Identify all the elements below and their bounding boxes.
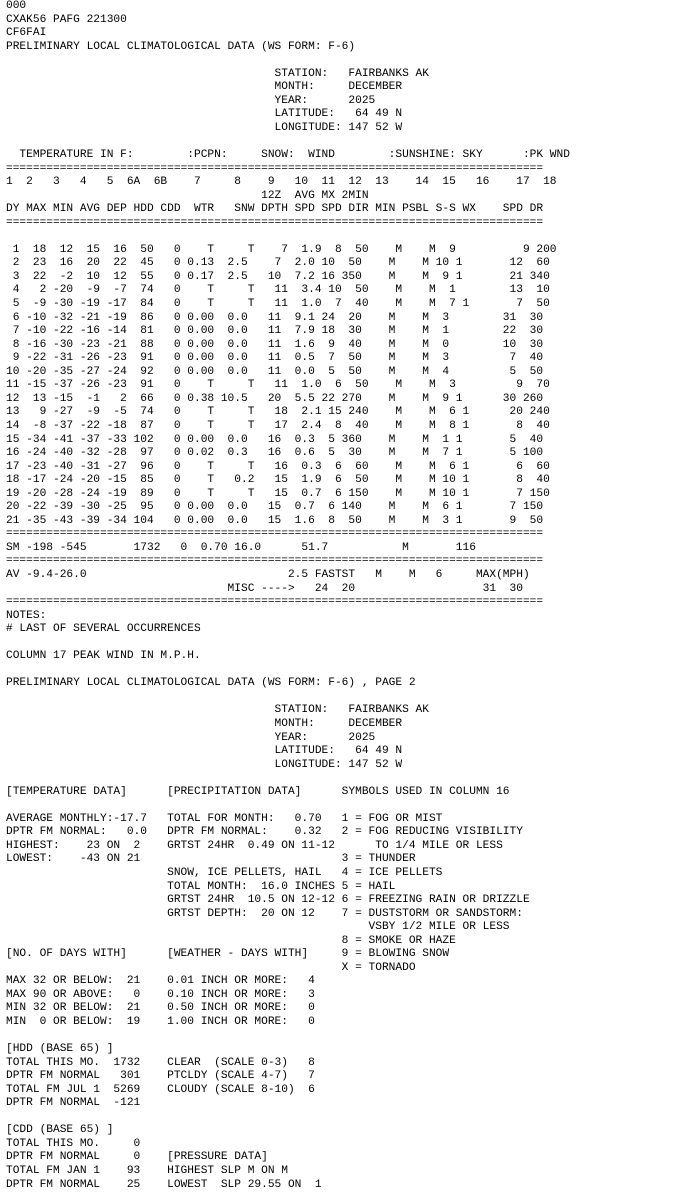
report-line: 5 -9 -30 -19 -17 84 0 T T 11 1.0 7 40 M M 7 1 7 50: [6, 298, 550, 311]
report-line: AV -9.4-26.0 2.5 FASTST M M 6 MAX(MPH): [6, 568, 530, 581]
report-line: [6, 664, 694, 678]
report-line: [6, 799, 694, 813]
report-line: MAX 32 OR BELOW: 21 0.01 INCH OR MORE: 4: [6, 975, 315, 988]
report-line: GRTST DEPTH: 20 ON 12 7 = DUSTSTORM OR SANDSTORM:: [6, 907, 523, 920]
report-line: TOTAL THIS MO. 0: [6, 1137, 141, 1150]
report-line: TEMPERATURE IN F: :PCPN: SNOW: WIND :SUNSHINE: SKY :PK WND: [6, 149, 570, 162]
report-line: SM -198 -545 1732 0 0.70 16.0 51.7 M 116: [6, 541, 476, 554]
report-line: TOTAL FM JAN 1 93 HIGHEST SLP M ON M: [6, 1165, 288, 1178]
report-line: ================================================================================: [6, 528, 544, 541]
report-line: DPTR FM NORMAL 301 PTCLDY (SCALE 4-7) 7: [6, 1070, 315, 1083]
report-line: MISC ----> 24 20 31 30: [6, 582, 523, 595]
report-line: X = TORNADO: [6, 961, 416, 974]
report-line: LOWEST: -43 ON 21 3 = THUNDER: [6, 853, 416, 866]
report-line: 21 -35 -43 -39 -34 104 0 0.00 0.0 15 1.6 8 50 M M 3 1 9 50: [6, 514, 544, 527]
report-line: GRTST 24HR 10.5 ON 12-12 6 = FREEZING RAIN OR DRIZZLE: [6, 894, 530, 907]
report-line: HIGHEST: 23 ON 2 GRTST 24HR 0.49 ON 11-12 TO 1/4 MILE OR LESS: [6, 839, 503, 852]
report-line: ================================================================================: [6, 216, 544, 229]
report-line: DPTR FM NORMAL: 0.0 DPTR FM NORMAL: 0.32 2 = FOG REDUCING VISIBILITY: [6, 826, 523, 839]
report-line: 16 -24 -40 -32 -28 97 0 0.02 0.3 16 0.6 5 30 M M 7 1 5 100: [6, 447, 544, 460]
report-line: ================================================================================: [6, 162, 544, 175]
report-line: 18 -17 -24 -20 -15 85 0 T 0.2 15 1.9 6 50 M M 10 1 8 40: [6, 474, 550, 487]
report-line: YEAR: 2025: [6, 94, 376, 107]
report-line: 7 -10 -22 -16 -14 81 0 0.00 0.0 11 7.9 18 30 M M 1 22 30: [6, 325, 544, 338]
report-line: 9 -22 -31 -26 -23 91 0 0.00 0.0 11 0.5 7 50 M M 3 7 40: [6, 352, 544, 365]
report-line: DPTR FM NORMAL 25 LOWEST SLP 29.55 ON 1: [6, 1178, 322, 1191]
report-line: [6, 54, 694, 68]
report-line: TOTAL THIS MO. 1732 CLEAR (SCALE 0-3) 8: [6, 1056, 315, 1069]
report-line: 8 -16 -30 -23 -21 88 0 0.00 0.0 11 1.6 9 40 M M 0 10 30: [6, 338, 544, 351]
report-line: 10 -20 -35 -27 -24 92 0 0.00 0.0 11 0.0 5 50 M M 4 5 50: [6, 365, 544, 378]
report-line: SNOW, ICE PELLETS, HAIL 4 = ICE PELLETS: [6, 867, 443, 879]
report-line: DY MAX MIN AVG DEP HDD CDD WTR SNW DPTH SPD SPD DIR MIN PSBL S-S WX SPD DR: [6, 203, 544, 216]
report-line: 17 -23 -40 -31 -27 96 0 T T 16 0.3 6 60 M M 6 1 6 60: [6, 460, 550, 473]
report-line: CF6FAI: [6, 27, 47, 40]
report-line: 15 -34 -41 -37 -33 102 0 0.00 0.0 16 0.3 5 360 M M 1 1 5 40: [6, 433, 544, 446]
report-line: LONGITUDE: 147 52 W: [6, 121, 403, 134]
report-line: 8 = SMOKE OR HAZE: [6, 934, 456, 947]
report-line: 4 2 -20 -9 -7 74 0 T T 11 3.4 10 50 M M 1 13 10: [6, 284, 550, 297]
report-line: MONTH: DECEMBER: [6, 717, 403, 730]
report-line: DPTR FM NORMAL 0 [PRESSURE DATA]: [6, 1151, 268, 1164]
report-line: 6 -10 -32 -21 -19 86 0 0.00 0.0 11 9.1 24 20 M M 3 31 30: [6, 311, 544, 324]
report-line: [TEMPERATURE DATA] [PRECIPITATION DATA] SYMBOLS USED IN COLUMN 16: [6, 785, 510, 798]
report-line: [6, 230, 694, 244]
report-line: [6, 1030, 694, 1044]
report-line: 12 13 -15 -1 2 66 0 0.38 10.5 20 5.5 22 270 M M 9 1 30 260: [6, 392, 544, 405]
report-line: 11 -15 -37 -26 -23 91 0 T T 11 1.0 6 50 M M 3 9 70: [6, 379, 550, 392]
report-line: PRELIMINARY LOCAL CLIMATOLOGICAL DATA (WS FORM: F-6): [6, 40, 356, 53]
report-line: MONTH: DECEMBER: [6, 81, 403, 94]
report-line: 2 23 16 20 22 45 0 0.13 2.5 7 2.0 10 50 M M 10 1 12 60: [6, 257, 550, 270]
report-line: 000: [6, 0, 27, 12]
report-line: AVERAGE MONTHLY:-17.7 TOTAL FOR MONTH: 0.70 1 = FOG OR MIST: [6, 812, 443, 825]
report-line: 12Z AVG MX 2MIN: [6, 189, 369, 202]
report-line: 19 -20 -28 -24 -19 89 0 T T 15 0.7 6 150 M M 10 1 7 150: [6, 487, 550, 500]
report-line: COLUMN 17 PEAK WIND IN M.P.H.: [6, 650, 201, 663]
report-line: YEAR: 2025: [6, 731, 376, 744]
report-line: [HDD (BASE 65) ]: [6, 1043, 114, 1056]
report-line: DPTR FM NORMAL -121: [6, 1097, 141, 1110]
report-line: MAX 90 OR ABOVE: 0 0.10 INCH OR MORE: 3: [6, 988, 315, 1001]
report-line: NOTES:: [6, 609, 47, 622]
report-line: STATION: FAIRBANKS AK: [6, 67, 429, 80]
report-line: VSBY 1/2 MILE OR LESS: [6, 921, 510, 934]
report-line: [NO. OF DAYS WITH] [WEATHER - DAYS WITH] 9 = BLOWING SNOW: [6, 948, 450, 961]
report-line: 20 -22 -39 -30 -25 95 0 0.00 0.0 15 0.7 6 140 M M 6 1 7 150: [6, 501, 544, 514]
report-line: [6, 135, 694, 149]
report-line: ================================================================================: [6, 596, 544, 609]
report-line: CXAK56 PAFG 221300: [6, 13, 127, 26]
report-line: 3 22 -2 10 12 55 0 0.17 2.5 10 7.2 16 350 M M 9 1 21 340: [6, 270, 550, 283]
report-line: 1 18 12 15 16 50 0 T T 7 1.9 8 50 M M 9 9 200: [6, 243, 557, 256]
report-line: 13 9 -27 -9 -5 74 0 T T 18 2.1 15 240 M M 6 1 20 240: [6, 406, 550, 419]
report-line: STATION: FAIRBANKS AK: [6, 704, 429, 717]
report-line: ================================================================================: [6, 555, 544, 568]
report-line: [6, 691, 694, 705]
report-line: LATITUDE: 64 49 N: [6, 745, 403, 758]
report-line: # LAST OF SEVERAL OCCURRENCES: [6, 623, 201, 636]
report-line: MIN 0 OR BELOW: 19 1.00 INCH OR MORE: 0: [6, 1016, 315, 1029]
report-line: LATITUDE: 64 49 N: [6, 108, 403, 121]
report-line: [6, 637, 694, 651]
report-line: [6, 1111, 694, 1125]
report-line: TOTAL MONTH: 16.0 INCHES 5 = HAIL: [6, 880, 396, 893]
report-line: [6, 772, 694, 786]
report-line: [CDD (BASE 65) ]: [6, 1124, 114, 1137]
report-line: LONGITUDE: 147 52 W: [6, 758, 403, 771]
report-line: PRELIMINARY LOCAL CLIMATOLOGICAL DATA (WS FORM: F-6) , PAGE 2: [6, 677, 416, 690]
report-line: 1 2 3 4 5 6A 6B 7 8 9 10 11 12 13 14 15 16 17 18: [6, 176, 557, 189]
report-line: TOTAL FM JUL 1 5269 CLOUDY (SCALE 8-10) 6: [6, 1083, 315, 1096]
report-line: 14 -8 -37 -22 -18 87 0 T T 17 2.4 8 40 M M 8 1 8 40: [6, 419, 550, 432]
report-line: MIN 32 OR BELOW: 21 0.50 INCH OR MORE: 0: [6, 1002, 315, 1015]
